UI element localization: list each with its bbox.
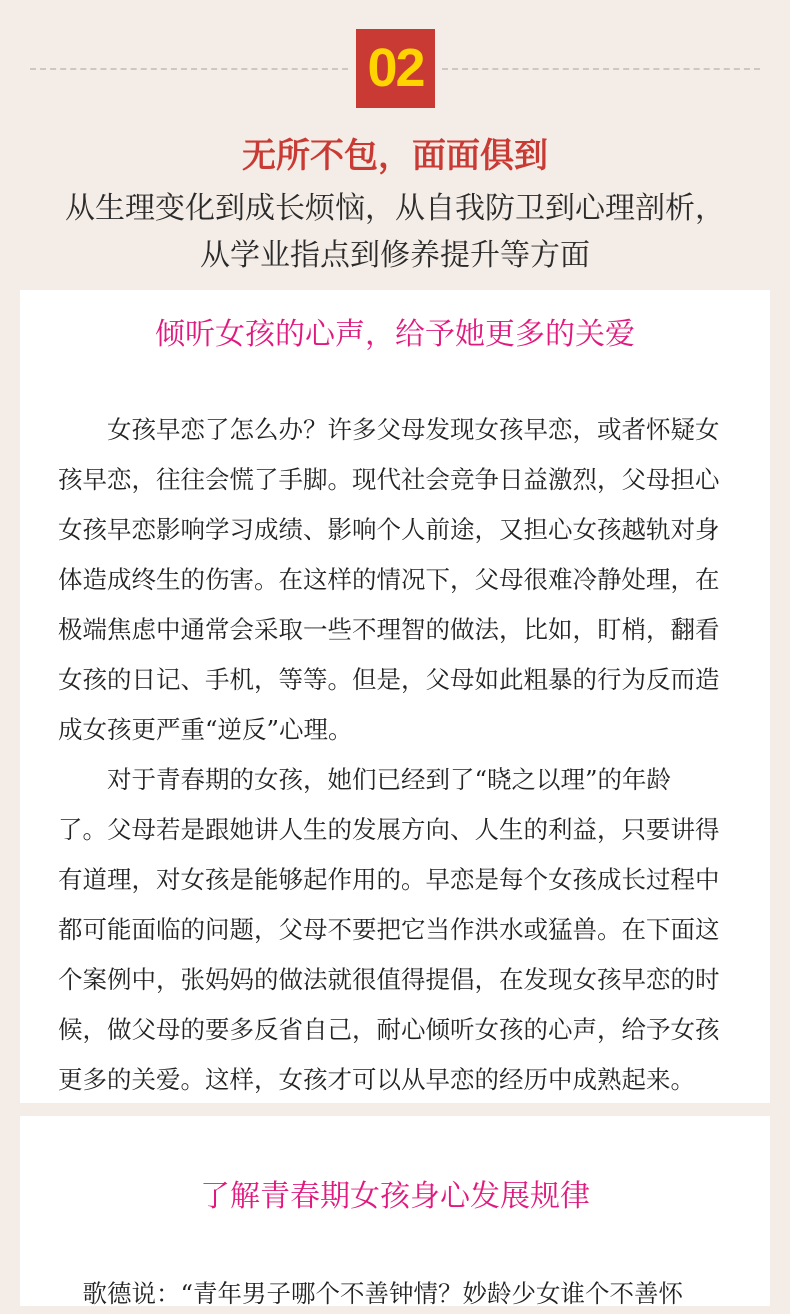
subtitle-line-2: 从学业指点到修养提升等方面 xyxy=(200,238,590,273)
section-header xyxy=(0,0,790,290)
section-headline: 无所不包，面面俱到 xyxy=(242,136,548,176)
subtitle-line-1: 从生理变化到成长烦恼，从自我防卫到心理剖析， xyxy=(65,191,725,226)
section-number-badge: 02 xyxy=(356,29,435,108)
body-line: 个案例中，张妈妈的做法就很值得提倡，在发现女孩早恋的时 xyxy=(58,965,720,994)
divider-right xyxy=(442,68,760,70)
body-line: 体造成终生的伤害。在这样的情况下，父母很难冷静处理，在 xyxy=(58,565,720,594)
body-line: 更多的关爱。这样，女孩才可以从早恋的经历中成熟起来。 xyxy=(58,1065,695,1094)
body-line: 歌德说：“青年男子哪个不善钟情？妙龄少女谁个不善怀 xyxy=(58,1279,684,1308)
body-line: 都可能面临的问题，父母不要把它当作洪水或猛兽。在下面这 xyxy=(58,915,720,944)
body-line: 有道理，对女孩是能够起作用的。早恋是每个女孩成长过程中 xyxy=(58,865,720,894)
body-line: 对于青春期的女孩，她们已经到了“晓之以理”的年龄 xyxy=(58,765,672,794)
card-title: 了解青春期女孩身心发展规律 xyxy=(200,1179,590,1214)
body-line: 孩早恋，往往会慌了手脚。现代社会竞争日益激烈，父母担心 xyxy=(58,465,720,494)
divider-left xyxy=(30,68,348,70)
body-line: 成女孩更严重“逆反”心理。 xyxy=(58,715,353,744)
body-line: 候，做父母的要多反省自己，耐心倾听女孩的心声，给予女孩 xyxy=(58,1015,720,1044)
content-card-1 xyxy=(20,290,770,1103)
body-line: 女孩早恋了怎么办？许多父母发现女孩早恋，或者怀疑女 xyxy=(58,415,720,444)
body-line: 女孩早恋影响学习成绩、影响个人前途，又担心女孩越轨对身 xyxy=(58,515,720,544)
body-line: 女孩的日记、手机，等等。但是，父母如此粗暴的行为反而造 xyxy=(58,665,720,694)
body-line: 极端焦虑中通常会采取一些不理智的做法，比如，盯梢，翻看 xyxy=(58,615,720,644)
body-line: 了。父母若是跟她讲人生的发展方向、人生的利益，只要讲得 xyxy=(58,815,720,844)
content-card-2 xyxy=(20,1116,770,1306)
card-title: 倾听女孩的心声，给予她更多的关爱 xyxy=(155,317,635,352)
